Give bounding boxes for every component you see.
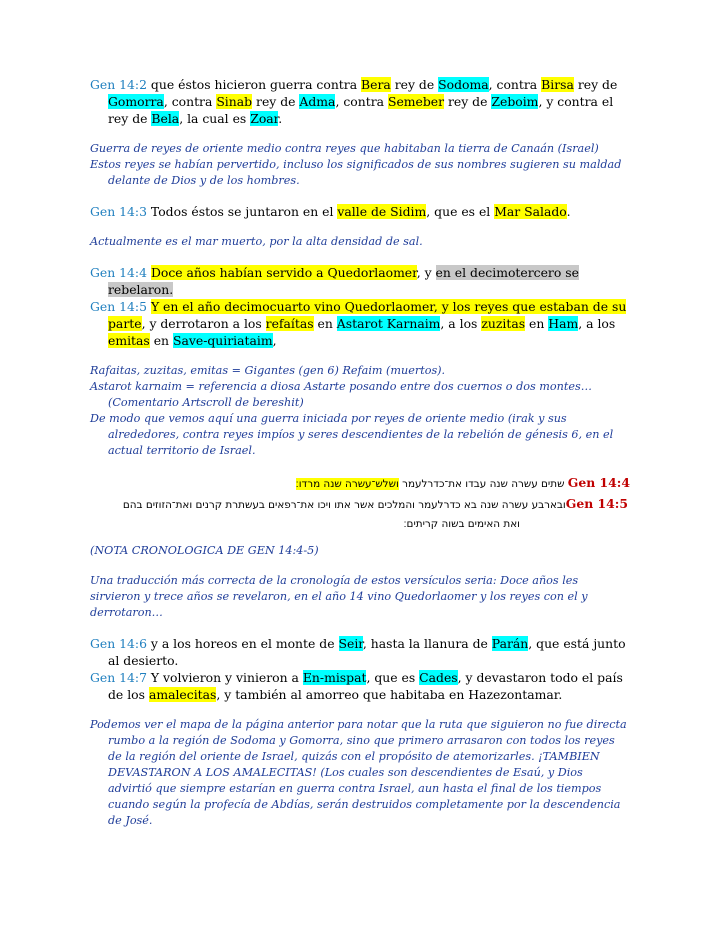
highlight-hebrew-phrase: ושלש־עשרה שנה מרדו׃ xyxy=(295,478,399,490)
hebrew-verse-14-5 xyxy=(84,494,628,515)
hebrew-reference: Gen 14:4 xyxy=(567,475,630,490)
verse-text: , la cual es xyxy=(179,111,251,126)
verse-text: rey de xyxy=(390,77,439,92)
highlight-name-amalecitas: amalecitas xyxy=(148,687,217,702)
verse-text: Y volvieron y vinieron a xyxy=(146,670,303,685)
commentary-line: De modo que vemos aquí una guerra iniciada por reyes de oriente medio (irak y sus alrededores, contra reyes impíos y seres descendientes de la rebelión de génesis 6, en el actual territorio de Israel. xyxy=(90,412,614,457)
verse-text: , que está junto al desierto. xyxy=(108,636,626,668)
commentary-line: Actualmente es el mar muerto, por la alta densidad de sal. xyxy=(90,235,423,248)
highlight-name-zuzitas: zuzitas xyxy=(481,316,526,331)
hebrew-verse-14-5-continuation xyxy=(90,515,630,534)
verse-reference: Gen 14:7 xyxy=(90,670,147,685)
verse-gen-14-2 xyxy=(90,76,630,127)
verse-reference: Gen 14:3 xyxy=(90,204,147,219)
verse-gen-14-6 xyxy=(90,635,630,669)
hebrew-text: ובארבע עשרה שנה בא כדרלעמר והמלכים אשר אתו ויכו את־רפאים בעשתרת קרנים ואת־הזוזים בהם xyxy=(122,499,566,511)
highlight-name-birsa: Birsa xyxy=(541,77,574,92)
verse-text: , que es el xyxy=(426,204,495,219)
verse-text: rey de xyxy=(444,94,492,109)
hebrew-text: ואת האימים בשוה קריתים׃ xyxy=(403,518,520,530)
highlight-place-ham: Ham xyxy=(548,316,579,331)
highlight-place-en-mispat: En-mispat xyxy=(302,670,367,685)
verse-reference: Gen 14:2 xyxy=(90,77,147,92)
commentary-line: Rafaitas, zuzitas, emitas = Gigantes (gen 6) Refaim (muertos). xyxy=(90,364,446,377)
highlight-place-zeboim: Zeboim xyxy=(491,94,539,109)
verse-reference: Gen 14:6 xyxy=(90,636,147,651)
verse-gen-14-5 xyxy=(90,298,630,349)
highlight-name-emitas: emitas xyxy=(108,333,150,348)
highlight-name-semeber: Semeber xyxy=(387,94,445,109)
commentary-note-title: (NOTA CRONOLOGICA DE GEN 14:4-5) xyxy=(90,544,319,557)
commentary-line: Estos reyes se habían pervertido, incluso los significados de sus nombres sugieren su maldad delante de Dios y de los hombres. xyxy=(90,158,622,187)
verse-text: Todos éstos se juntaron en el xyxy=(146,204,338,219)
highlight-phrase-decimotercero: en el decimotercero se rebelaron. xyxy=(108,265,579,297)
verse-text: rey de xyxy=(252,94,300,109)
verse-text: , a los xyxy=(578,316,616,331)
verse-text: , contra xyxy=(488,77,542,92)
verse-text: . xyxy=(278,111,283,126)
highlight-place-seir: Seir xyxy=(338,636,363,651)
verse-text: que éstos hicieron guerra contra xyxy=(146,77,362,92)
highlight-place-paran: Parán xyxy=(491,636,529,651)
verse-text: en xyxy=(149,333,173,348)
verse-text: , y derrotaron a los xyxy=(141,316,266,331)
verse-gen-14-7 xyxy=(90,669,630,703)
verse-text: , xyxy=(272,333,277,348)
verse-text: y a los horeos en el monte de xyxy=(146,636,339,651)
hebrew-text: שתים עשרה שנה עבדו את־כדרלעמר xyxy=(398,478,565,490)
commentary-paragraph: Una traducción más correcta de la cronología de estos versículos seria: Doce años les sirvieron y trece años se revelaron, en el año 14 vino Quedorlaomer y los reyes con el y derrotaron… xyxy=(90,574,588,619)
hebrew-line xyxy=(90,473,630,494)
highlight-name-bera: Bera xyxy=(361,77,391,92)
commentary-line: Astarot karnaim = referencia a diosa Astarte posando entre dos cuernos o dos montes… (Comentario Artscroll de bereshit) xyxy=(90,380,592,409)
hebrew-verse-14-4 xyxy=(90,473,630,494)
highlight-place-gomorra: Gomorra xyxy=(108,94,164,109)
highlight-place-zoar: Zoar xyxy=(250,111,279,126)
highlight-place-cades: Cades xyxy=(419,670,458,685)
highlight-place-bela: Bela xyxy=(151,111,180,126)
verse-text: , que es xyxy=(366,670,420,685)
verse-text: , contra xyxy=(163,94,217,109)
verse-text: , y xyxy=(416,265,436,280)
verse-text: , y devastaron todo el país de los xyxy=(108,670,623,702)
verse-text: , contra xyxy=(335,94,388,109)
highlight-phrase-decimocuarto: Y en el año decimocuarto vino Quedorlaomer, y los reyes que estaban de su parte xyxy=(108,299,627,331)
verse-reference: Gen 14:4 xyxy=(90,265,147,280)
verse-gen-14-3 xyxy=(90,203,630,220)
highlight-phrase-doce-anos: Doce años habían servido a Quedorlaomer xyxy=(150,265,417,280)
verse-text: , y también al amorreo que habitaba en Hazezontamar. xyxy=(216,687,563,702)
verse-text: en xyxy=(313,316,337,331)
commentary-paragraph: Podemos ver el mapa de la página anterior para notar que la ruta que siguieron no fue directa rumbo a la región de Sodoma y Gomorra, sino que primero arrasaron con todos los reyes de la región del oriente de Israel, quizás con el propósito de atemorizarles. ¡TAMBIEN DEVASTARON A LOS AMALECITAS! (Los cuales son descendientes de Esaú, y Dios advirtió que siempre estarían en guerra contra Israel, aun hasta el final de los tiempos cuando según la profecía de Abdías, serán destruidos completamente por la descendencia de José. xyxy=(90,718,627,827)
verse-text: , hasta la llanura de xyxy=(362,636,492,651)
highlight-place-mar-salado: Mar Salado xyxy=(494,204,567,219)
verse-text: , a los xyxy=(440,316,482,331)
commentary-line: Guerra de reyes de oriente medio contra reyes que habitaban la tierra de Canaán (Israel) xyxy=(90,142,599,155)
hebrew-reference: Gen 14:5 xyxy=(565,496,628,511)
verse-reference: Gen 14:5 xyxy=(90,299,147,314)
highlight-place-save-quiriataim: Save-quiriataim xyxy=(172,333,273,348)
highlight-place-valle-de-sidim: valle de Sidim xyxy=(337,204,427,219)
verse-text: , y contra el rey de xyxy=(108,94,614,126)
document-content xyxy=(90,76,630,829)
verse-gen-14-4 xyxy=(90,264,630,298)
verse-text: . xyxy=(566,204,571,219)
verse-text: rey de xyxy=(573,77,618,92)
highlight-place-sodoma: Sodoma xyxy=(438,77,489,92)
highlight-place-adma: Adma xyxy=(299,94,336,109)
highlight-name-refaitas: refaítas xyxy=(265,316,314,331)
hebrew-line xyxy=(84,494,628,515)
highlight-place-astarot-karnaim: Astarot Karnaim xyxy=(336,316,441,331)
highlight-name-sinab: Sinab xyxy=(216,94,253,109)
verse-text: en xyxy=(525,316,549,331)
hebrew-line xyxy=(90,515,630,534)
